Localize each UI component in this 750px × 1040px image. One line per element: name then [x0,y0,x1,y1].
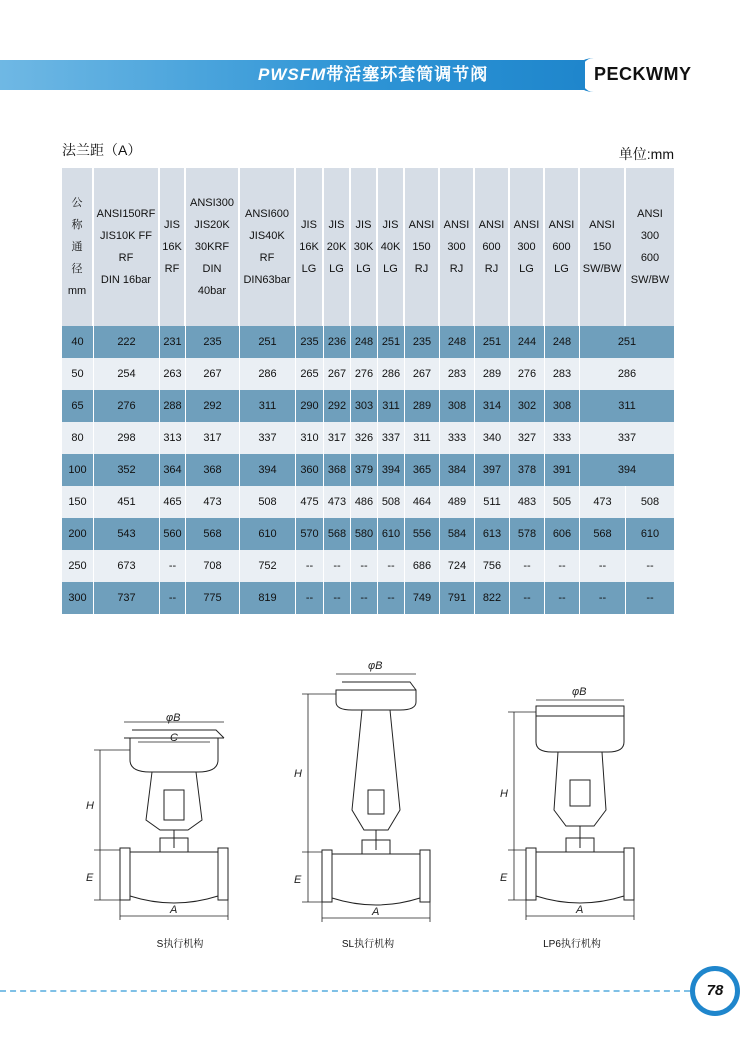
table-cell: 578 [510,518,545,550]
column-header-12: ANSI 300 LG [510,168,545,326]
table-cell: -- [626,582,674,614]
table-cell: 251 [240,326,296,358]
label-A: A [170,904,178,916]
table-cell: 286 [580,358,674,390]
table-cell: 314 [475,390,510,422]
column-header-0: 公 称 通 径 mm [62,168,94,326]
label-H: H [500,788,508,800]
table-cell: 340 [475,422,510,454]
table-cell: 308 [440,390,475,422]
table-cell: -- [545,582,580,614]
table-cell: 475 [296,486,324,518]
table-cell: 333 [545,422,580,454]
diagram-sl-actuator [282,660,482,960]
unit-label: 单位:mm [618,146,674,162]
table-cell: 570 [296,518,324,550]
table-cell: 267 [324,358,351,390]
table-cell: -- [580,582,626,614]
table-cell: 150 [62,486,94,518]
table-cell: 791 [440,582,475,614]
table-cell: 391 [545,454,580,486]
table-cell: 250 [62,550,94,582]
table-cell: 708 [186,550,240,582]
table-cell: 394 [378,454,405,486]
table-row [62,390,674,422]
label-E: E [294,874,302,886]
table-cell: 283 [545,358,580,390]
table-cell: 560 [160,518,186,550]
table-cell: 397 [475,454,510,486]
label-H: H [86,800,94,812]
table-cell: 508 [378,486,405,518]
table-cell: 464 [405,486,440,518]
column-header-5: JIS 16K LG [296,168,324,326]
table-cell: 267 [405,358,440,390]
table-cell: 673 [94,550,160,582]
column-header-13: ANSI 600 LG [545,168,580,326]
table-cell: 508 [240,486,296,518]
table-cell: 289 [475,358,510,390]
table-cell: 819 [240,582,296,614]
table-cell: 473 [324,486,351,518]
table-cell: 489 [440,486,475,518]
table-row [62,422,674,454]
table-cell: 606 [545,518,580,550]
table-cell: 568 [186,518,240,550]
table-cell: 235 [186,326,240,358]
table-cell: 248 [351,326,378,358]
table-cell: 360 [296,454,324,486]
table-cell: 244 [510,326,545,358]
table-row [62,550,674,582]
column-header-2: JIS 16K RF [160,168,186,326]
table-cell: 254 [94,358,160,390]
table-row [62,582,674,614]
table-cell: 465 [160,486,186,518]
title-cn: 带活塞环套筒调节阀 [326,65,489,84]
column-header-3: ANSI300 JIS20K 30KRF DIN 40bar [186,168,240,326]
table-cell: 236 [324,326,351,358]
table-cell: 508 [626,486,674,518]
table-cell: 822 [475,582,510,614]
table-cell: 276 [351,358,378,390]
table-cell: 352 [94,454,160,486]
table-cell: 543 [94,518,160,550]
table-cell: 308 [545,390,580,422]
table-cell: 451 [94,486,160,518]
table-cell: -- [351,550,378,582]
table-cell: -- [510,582,545,614]
table-cell: 263 [160,358,186,390]
table-cell: 298 [94,422,160,454]
page-title [258,62,488,88]
table-cell: 473 [580,486,626,518]
table-cell: 686 [405,550,440,582]
table-cell: 267 [186,358,240,390]
table-cell: 364 [160,454,186,486]
table-cell: 337 [378,422,405,454]
table-cell: 610 [378,518,405,550]
table-cell: 311 [240,390,296,422]
table-cell: 300 [62,582,94,614]
table-cell: 613 [475,518,510,550]
table-cell: 286 [378,358,405,390]
diagram-s-actuator [80,660,280,960]
table-cell: 80 [62,422,94,454]
label-H: H [294,768,302,780]
table-cell: 276 [510,358,545,390]
table-cell: 568 [324,518,351,550]
title-latin: PWSFM [258,65,327,84]
table-body [62,326,674,614]
table-cell: 276 [94,390,160,422]
table-cell: 327 [510,422,545,454]
table-cell: 486 [351,486,378,518]
table-cell: 292 [324,390,351,422]
table-cell: 610 [626,518,674,550]
table-cell: 100 [62,454,94,486]
table-cell: 286 [240,358,296,390]
table-cell: 368 [324,454,351,486]
table-cell: 610 [240,518,296,550]
table-cell: 317 [324,422,351,454]
table-cell: 289 [405,390,440,422]
table-cell: 248 [545,326,580,358]
column-header-9: ANSI 150 RJ [405,168,440,326]
label-E: E [86,872,94,884]
caption-sl-actuator: SL执行机构 [341,939,395,950]
lp6-actuator-drawing [486,660,686,960]
table-cell: 737 [94,582,160,614]
table-cell: -- [580,550,626,582]
table-cell: -- [626,550,674,582]
table-cell: 251 [580,326,674,358]
table-cell: -- [324,550,351,582]
table-cell: -- [296,582,324,614]
column-header-8: JIS 40K LG [378,168,405,326]
footer-dashed-line [0,990,690,992]
table-cell: 303 [351,390,378,422]
table-cell: 302 [510,390,545,422]
table-cell: 505 [545,486,580,518]
table-cell: -- [510,550,545,582]
table-cell: 311 [378,390,405,422]
column-header-14: ANSI 150 SW/BW [580,168,626,326]
label-A: A [372,906,380,918]
table-cell: 251 [475,326,510,358]
table-cell: -- [378,582,405,614]
caption-s-actuator: S执行机构 [156,939,204,950]
label-C: C [170,732,178,744]
table-cell: 40 [62,326,94,358]
table-cell: 290 [296,390,324,422]
table-cell: 394 [240,454,296,486]
table-cell: 283 [440,358,475,390]
table-row [62,454,674,486]
label-phiB: φB [572,686,587,698]
table-cell: 311 [405,422,440,454]
table-cell: 317 [186,422,240,454]
table-cell: 313 [160,422,186,454]
table-cell: 378 [510,454,545,486]
table-cell: 749 [405,582,440,614]
table-cell: 483 [510,486,545,518]
table-cell: 584 [440,518,475,550]
table-cell: 235 [296,326,324,358]
table-cell: 752 [240,550,296,582]
table-cell: -- [351,582,378,614]
label-E: E [500,872,508,884]
table-cell: -- [378,550,405,582]
table-cell: 337 [240,422,296,454]
table-row [62,518,674,550]
table-cell: 235 [405,326,440,358]
flange-distance-table [62,168,674,614]
table-cell: -- [160,582,186,614]
table-cell: 756 [475,550,510,582]
table-cell: 265 [296,358,324,390]
table-row [62,486,674,518]
label-phiB: φB [166,712,181,724]
diagram-lp6-actuator [486,660,686,960]
column-header-4: ANSI600 JIS40K RF DIN63bar [240,168,296,326]
table-cell: 368 [186,454,240,486]
page-header [0,0,750,100]
table-cell: 379 [351,454,378,486]
label-A: A [576,904,584,916]
table-cell: 580 [351,518,378,550]
table-row [62,326,674,358]
table-cell: 200 [62,518,94,550]
table-cell: 222 [94,326,160,358]
table-cell: 365 [405,454,440,486]
table-cell: 231 [160,326,186,358]
column-header-15: ANSI 300 600 SW/BW [626,168,674,326]
table-cell: -- [296,550,324,582]
sl-actuator-drawing [282,660,482,960]
table-cell: 568 [580,518,626,550]
table-cell: 556 [405,518,440,550]
table-cell: 311 [580,390,674,422]
column-header-1: ANSI150RF JIS10K FF RF DIN 16bar [94,168,160,326]
s-actuator-drawing [80,660,280,960]
label-phiB: φB [368,660,383,672]
table-cell: 724 [440,550,475,582]
table-cell: -- [545,550,580,582]
table-cell: 288 [160,390,186,422]
table-cell: 310 [296,422,324,454]
table-cell: 775 [186,582,240,614]
column-header-6: JIS 20K LG [324,168,351,326]
brand-logo: PECKWMY [594,64,692,84]
table-cell: 248 [440,326,475,358]
table-cell: 65 [62,390,94,422]
table-cell: 50 [62,358,94,390]
page-number: 78 [706,982,724,999]
table-cell: 337 [580,422,674,454]
table-cell: 251 [378,326,405,358]
table-caption: 法兰距（A） [62,142,142,158]
table-header-row [62,168,674,326]
table-cell: -- [324,582,351,614]
table-cell: 511 [475,486,510,518]
caption-lp6-actuator: LP6执行机构 [543,939,601,950]
table-cell: 473 [186,486,240,518]
column-header-11: ANSI 600 RJ [475,168,510,326]
table-cell: 384 [440,454,475,486]
table-cell: 394 [580,454,674,486]
table-cell: 292 [186,390,240,422]
column-header-7: JIS 30K LG [351,168,378,326]
column-header-10: ANSI 300 RJ [440,168,475,326]
table-cell: 333 [440,422,475,454]
table-row [62,358,674,390]
table-cell: -- [160,550,186,582]
table-cell: 326 [351,422,378,454]
